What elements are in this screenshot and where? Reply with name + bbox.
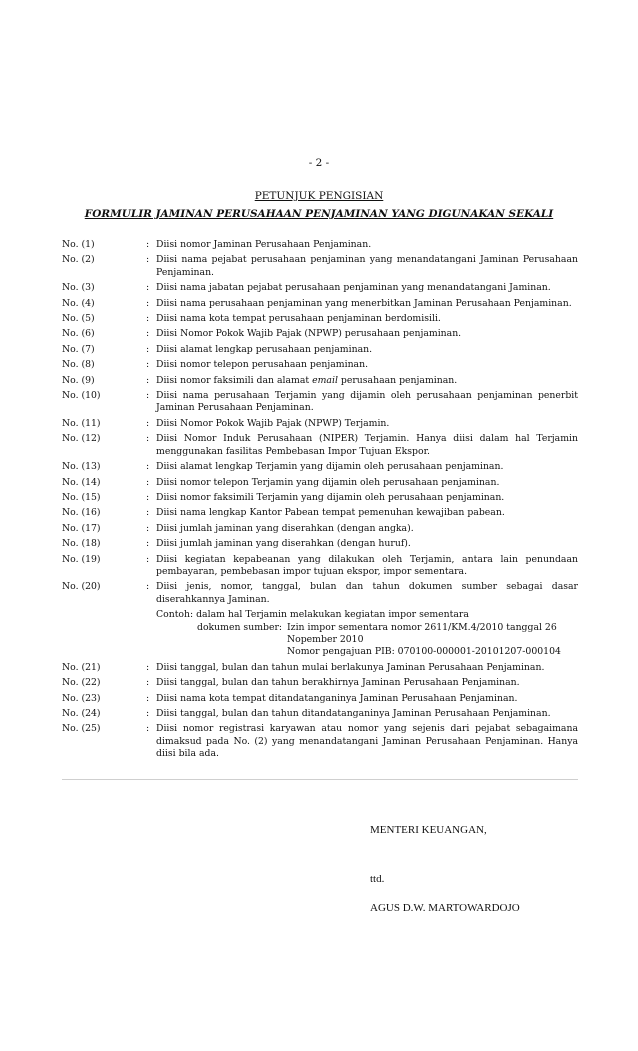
example-label: dokumen sumber:: [197, 621, 283, 633]
item-colon: :: [146, 433, 150, 445]
list-item: [62, 677, 578, 689]
item-colon: :: [146, 491, 150, 503]
item-number: No. (19): [62, 553, 101, 565]
item-text: Diisi nama jabatan pejabat perusahaan penjaminan yang menandatangani Jaminan.: [156, 282, 551, 294]
list-item: [62, 461, 578, 473]
item-number: No. (9): [62, 374, 95, 386]
item-colon: :: [146, 476, 150, 488]
item-number: No. (21): [62, 661, 101, 673]
signature-ttd: ttd.: [370, 873, 385, 885]
list-item: [62, 328, 578, 340]
example-extra: Nomor pengajuan PIB: 070100-000001-20101207-000104: [287, 646, 561, 658]
item-number: No. (5): [62, 313, 95, 325]
list-item: [62, 662, 578, 674]
item-text: Diisi nomor Jaminan Perusahaan Penjaminan.: [156, 239, 372, 250]
list-item: [62, 418, 578, 430]
item-text: Diisi tanggal, bulan dan tahun ditandatanganinya Jaminan Perusahaan Penjaminan.: [156, 708, 551, 719]
list-item: [62, 554, 578, 579]
signature-name: AGUS D.W. MARTOWARDOJO: [370, 902, 520, 914]
list-item: [62, 390, 578, 415]
document-title: PETUNJUK PENGISIAN: [254, 190, 384, 202]
item-text: Diisi Nomor Pokok Wajib Pajak (NPWP) Terjamin.: [156, 417, 390, 429]
item-text: Diisi tanggal, bulan dan tahun berakhirnya Jaminan Perusahaan Penjaminan.: [156, 677, 520, 689]
item-number: No. (14): [62, 476, 101, 488]
item-text: Diisi alamat lengkap Terjamin yang dijamin oleh perusahaan penjaminan.: [156, 461, 504, 473]
item-number: No. (23): [62, 692, 101, 704]
item-text: Diisi nama lengkap Kantor Pabean tempat pemenuhan kewajiban pabean.: [156, 507, 505, 519]
list-item: [62, 254, 578, 279]
list-item: [62, 239, 578, 251]
item-number: No. (12): [62, 433, 101, 445]
item-colon: :: [146, 723, 150, 735]
list-item: [62, 359, 578, 371]
item-colon: :: [146, 343, 150, 355]
item-colon: :: [146, 328, 150, 340]
signature-title: MENTERI KEUANGAN,: [370, 824, 487, 836]
item-number: No. (3): [62, 282, 95, 294]
list-item: [62, 375, 578, 387]
item-colon: :: [146, 359, 150, 371]
item-colon: :: [146, 692, 150, 704]
list-item: [62, 433, 578, 458]
item-number: No. (15): [62, 491, 101, 503]
list-item: [62, 282, 578, 294]
item-text: Diisi kegiatan kepabeanan yang dilakukan oleh Terjamin, antara lain penundaan pembayaran, pembebasan impor tujuan ekspor, impor sementara.: [156, 553, 578, 577]
item-number: No. (18): [62, 538, 101, 550]
item-text: Diisi nomor telepon Terjamin yang dijamin oleh perusahaan penjaminan.: [156, 476, 500, 488]
item-number: No. (11): [62, 417, 101, 429]
item-number: No. (17): [62, 522, 101, 534]
item-colon: :: [146, 677, 150, 689]
item-colon: :: [146, 313, 150, 325]
item-colon: :: [146, 239, 150, 250]
item-number: No. (8): [62, 359, 95, 371]
list-item: [62, 708, 578, 720]
list-item: [62, 523, 578, 535]
item-text: Diisi Nomor Pokok Wajib Pajak (NPWP) perusahaan penjaminan.: [156, 328, 462, 340]
item-colon: :: [146, 507, 150, 519]
item-colon: :: [146, 282, 150, 294]
item-colon: :: [146, 417, 150, 429]
item-number: No. (25): [62, 723, 101, 735]
item-colon: :: [146, 661, 150, 673]
divider: [62, 779, 578, 780]
list-item: [62, 538, 578, 550]
list-item: [62, 693, 578, 705]
item-text: Diisi jumlah jaminan yang diserahkan (dengan angka).: [156, 522, 414, 534]
example-intro: Contoh: dalam hal Terjamin melakukan kegiatan impor sementara: [156, 609, 469, 621]
item-colon: :: [146, 522, 150, 534]
item-number: No. (4): [62, 297, 95, 309]
item-text: Diisi tanggal, bulan dan tahun mulai berlakunya Jaminan Perusahaan Penjaminan.: [156, 661, 545, 673]
item-text: Diisi Nomor Induk Perusahaan (NIPER) Terjamin. Hanya diisi dalam hal Terjamin menggunakan fasilitas Pembebasan Impor Tujuan Ekspor.: [156, 433, 578, 457]
example-block: [62, 609, 578, 659]
item-number: No. (13): [62, 461, 101, 473]
item-text: Diisi nomor faksimili dan alamat email perusahaan penjaminan.: [156, 374, 458, 386]
item-number: No. (2): [62, 254, 95, 266]
item-colon: :: [146, 538, 150, 550]
item-text: Diisi nama perusahaan Terjamin yang dijamin oleh perusahaan penjaminan penerbit Jaminan Perusahaan Penjaminan.: [156, 390, 578, 414]
item-text: Diisi nomor registrasi karyawan atau nomor yang sejenis dari pejabat sebagaimana dimaksud pada No. (2) yang menandatangani Jaminan Perusahaan Penjaminan. Hanya diisi bila ada.: [156, 723, 578, 760]
item-text: Diisi nomor faksimili Terjamin yang dijamin oleh perusahaan penjaminan.: [156, 491, 505, 503]
list-item: [62, 492, 578, 504]
item-colon: :: [146, 581, 150, 593]
item-number: No. (6): [62, 328, 95, 340]
item-number: No. (20): [62, 581, 101, 593]
list-item: [62, 313, 578, 325]
item-text: Diisi jumlah jaminan yang diserahkan (dengan huruf).: [156, 538, 411, 550]
item-colon: :: [146, 708, 150, 719]
item-text: Diisi nomor telepon perusahaan penjaminan.: [156, 359, 369, 371]
item-colon: :: [146, 374, 150, 386]
item-number: No. (24): [62, 708, 101, 719]
item-text: Diisi nama perusahaan penjaminan yang menerbitkan Jaminan Perusahaan Penjaminan.: [156, 297, 572, 309]
example-value: Izin impor sementara nomor 2611/KM.4/2010 tanggal 26 Nopember 2010: [287, 621, 557, 645]
list-item: [62, 298, 578, 310]
item-colon: :: [146, 553, 150, 565]
item-number: No. (1): [62, 239, 95, 250]
document-subtitle: FORMULIR JAMINAN PERUSAHAAN PENJAMINAN YANG DIGUNAKAN SEKALI: [84, 208, 554, 220]
item-text: Diisi nama kota tempat ditandatanganinya Jaminan Perusahaan Penjaminan.: [156, 692, 518, 704]
list-item: [62, 507, 578, 519]
list-item: [62, 477, 578, 489]
item-text: Diisi jenis, nomor, tanggal, bulan dan tahun dokumen sumber sebagai dasar diserahkannya Jaminan.: [156, 581, 578, 605]
item-colon: :: [146, 254, 150, 266]
item-colon: :: [146, 297, 150, 309]
instruction-list: [62, 239, 578, 764]
item-colon: :: [146, 461, 150, 473]
page-number: - 2 -: [308, 157, 330, 169]
item-text: Diisi nama kota tempat perusahaan penjaminan berdomisili.: [156, 313, 441, 325]
item-number: No. (22): [62, 677, 101, 689]
list-item: [62, 723, 578, 760]
item-number: No. (7): [62, 343, 95, 355]
item-number: No. (10): [62, 390, 101, 402]
item-colon: :: [146, 390, 150, 402]
list-item: [62, 581, 578, 606]
list-item: [62, 344, 578, 356]
item-number: No. (16): [62, 507, 101, 519]
item-text: Diisi alamat lengkap perusahaan penjaminan.: [156, 343, 373, 355]
item-text: Diisi nama pejabat perusahaan penjaminan yang menandatangani Jaminan Perusahaan Penjaminan.: [156, 254, 578, 278]
